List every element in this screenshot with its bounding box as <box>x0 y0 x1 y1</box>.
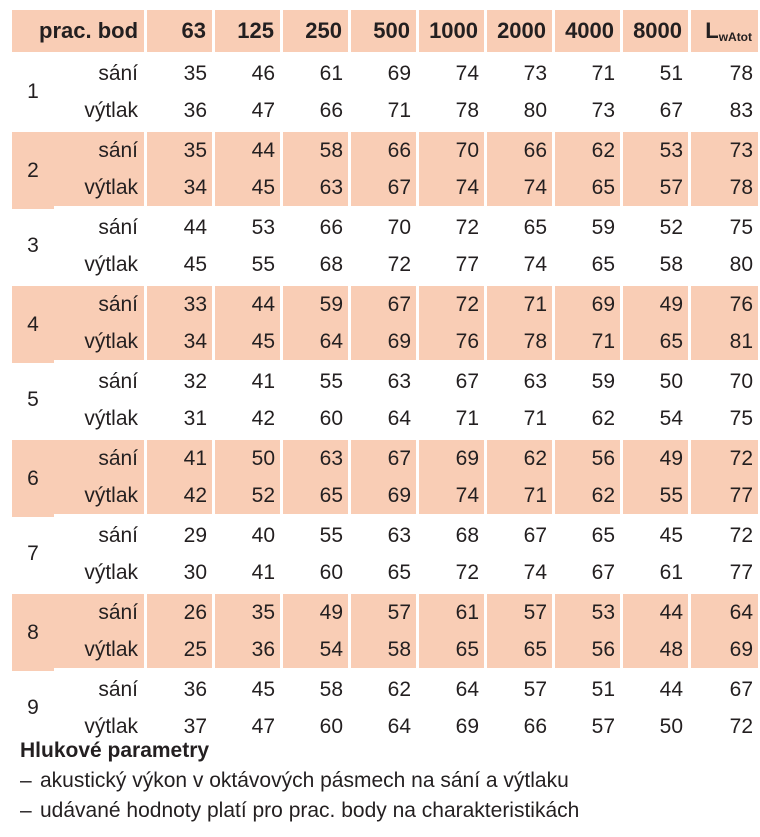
band-value-cell: 45 <box>215 671 283 708</box>
table-row <box>12 92 758 129</box>
header-band-1000: 1000 <box>419 10 487 52</box>
band-value-cell: 35 <box>215 591 283 631</box>
row-label-intake: sání <box>54 209 147 246</box>
band-value-cell: 63 <box>351 517 419 554</box>
band-value-cell: 71 <box>487 283 555 323</box>
row-label-intake: sání <box>54 437 147 477</box>
note-text: udávané hodnoty platí pro prac. body na charakteristikách <box>40 799 580 822</box>
band-value-cell: 47 <box>215 708 283 745</box>
band-value-cell: 54 <box>283 631 351 671</box>
band-value-cell: 73 <box>555 92 623 129</box>
band-value-cell: 63 <box>283 437 351 477</box>
band-value-cell: 36 <box>215 631 283 671</box>
total-value-cell: 73 <box>691 129 758 169</box>
band-value-cell: 74 <box>419 477 487 517</box>
band-value-cell: 66 <box>283 92 351 129</box>
band-value-cell: 26 <box>147 591 215 631</box>
band-value-cell: 59 <box>555 209 623 246</box>
band-value-cell: 46 <box>215 55 283 92</box>
band-value-cell: 66 <box>351 129 419 169</box>
band-value-cell: 62 <box>487 437 555 477</box>
total-value-cell: 75 <box>729 406 754 430</box>
row-label-discharge: výtlak <box>54 92 147 129</box>
band-value-cell: 62 <box>555 129 623 169</box>
band-value-cell: 56 <box>555 437 623 477</box>
row-label-intake: sání <box>54 363 147 400</box>
band-value-cell: 71 <box>351 92 419 129</box>
band-value-cell: 35 <box>147 55 215 92</box>
row-label-discharge: výtlak <box>54 400 147 437</box>
band-value-cell: 69 <box>351 55 419 92</box>
total-value-cell: 83 <box>729 98 754 122</box>
band-value-cell: 64 <box>283 323 351 363</box>
row-label-discharge: výtlak <box>54 323 147 363</box>
total-value-cell: 77 <box>729 560 754 584</box>
band-value-cell: 40 <box>215 517 283 554</box>
band-value-cell: 69 <box>419 708 487 745</box>
table-row <box>12 169 758 209</box>
table-row <box>12 400 758 437</box>
band-value-cell: 44 <box>215 129 283 169</box>
band-value-cell: 69 <box>351 323 419 363</box>
band-value-cell: 36 <box>147 671 215 708</box>
row-label-intake: sání <box>54 517 147 554</box>
total-value-cell: 64 <box>691 591 758 631</box>
band-value-cell: 53 <box>555 591 623 631</box>
band-value-cell: 72 <box>419 283 487 323</box>
work-point-number: 4 <box>12 283 54 363</box>
row-label-intake: sání <box>54 671 147 708</box>
band-value-cell: 67 <box>351 437 419 477</box>
band-value-cell: 74 <box>487 554 555 591</box>
total-value-cell: 78 <box>729 61 754 85</box>
row-label-intake: sání <box>54 283 147 323</box>
band-value-cell: 60 <box>283 708 351 745</box>
noise-parameters-table <box>12 10 758 745</box>
band-value-cell: 63 <box>351 363 419 400</box>
band-value-cell: 50 <box>215 437 283 477</box>
band-value-cell: 50 <box>623 363 691 400</box>
band-value-cell: 57 <box>555 708 623 745</box>
row-label-discharge: výtlak <box>54 477 147 517</box>
band-value-cell: 50 <box>623 708 691 745</box>
row-label-intake: sání <box>54 129 147 169</box>
band-value-cell: 80 <box>487 92 555 129</box>
band-value-cell: 64 <box>419 671 487 708</box>
header-band-500: 500 <box>351 10 419 52</box>
note-dash: – <box>20 799 32 822</box>
band-value-cell: 58 <box>283 671 351 708</box>
table-row <box>12 55 758 92</box>
table-row <box>12 209 758 246</box>
band-value-cell: 42 <box>147 477 215 517</box>
band-value-cell: 67 <box>555 554 623 591</box>
table-row <box>12 283 758 323</box>
band-value-cell: 57 <box>487 671 555 708</box>
band-value-cell: 62 <box>555 400 623 437</box>
band-value-cell: 57 <box>623 169 691 209</box>
band-value-cell: 71 <box>487 400 555 437</box>
total-value-cell: 69 <box>691 631 758 671</box>
band-value-cell: 66 <box>283 209 351 246</box>
band-value-cell: 71 <box>555 323 623 363</box>
work-point-number: 6 <box>12 437 54 517</box>
band-value-cell: 34 <box>147 323 215 363</box>
band-value-cell: 65 <box>283 477 351 517</box>
row-label-intake: sání <box>54 591 147 631</box>
note-dash: – <box>20 769 32 792</box>
band-value-cell: 61 <box>283 55 351 92</box>
band-value-cell: 68 <box>283 246 351 283</box>
band-value-cell: 63 <box>283 169 351 209</box>
band-value-cell: 49 <box>623 437 691 477</box>
band-value-cell: 70 <box>419 129 487 169</box>
band-value-cell: 74 <box>487 169 555 209</box>
table-row <box>12 129 758 169</box>
band-value-cell: 44 <box>623 671 691 708</box>
band-value-cell: 59 <box>283 283 351 323</box>
band-value-cell: 71 <box>555 55 623 92</box>
band-value-cell: 35 <box>147 129 215 169</box>
table-row <box>12 246 758 283</box>
band-value-cell: 58 <box>283 129 351 169</box>
total-value-cell: 75 <box>729 215 754 239</box>
band-value-cell: 72 <box>351 246 419 283</box>
band-value-cell: 34 <box>147 169 215 209</box>
work-point-number: 8 <box>12 591 54 671</box>
band-value-cell: 65 <box>487 631 555 671</box>
work-point-number: 3 <box>27 234 39 257</box>
note-text: akustický výkon v oktávových pásmech na sání a výtlaku <box>40 769 569 792</box>
work-point-number: 9 <box>27 696 39 719</box>
band-value-cell: 74 <box>419 55 487 92</box>
band-value-cell: 30 <box>147 554 215 591</box>
band-value-cell: 62 <box>351 671 419 708</box>
band-value-cell: 65 <box>351 554 419 591</box>
band-value-cell: 61 <box>419 591 487 631</box>
total-value-cell: 67 <box>729 677 754 701</box>
band-value-cell: 44 <box>147 209 215 246</box>
total-value-cell: 72 <box>729 523 754 547</box>
band-value-cell: 74 <box>487 246 555 283</box>
band-value-cell: 44 <box>623 591 691 631</box>
band-value-cell: 51 <box>555 671 623 708</box>
band-value-cell: 44 <box>215 283 283 323</box>
table-row <box>12 323 758 363</box>
work-point-number: 2 <box>12 129 54 209</box>
header-band-4000: 4000 <box>555 10 623 52</box>
header-band-125: 125 <box>215 10 283 52</box>
band-value-cell: 41 <box>215 363 283 400</box>
row-label-discharge: výtlak <box>54 246 147 283</box>
band-value-cell: 58 <box>623 246 691 283</box>
band-value-cell: 65 <box>555 246 623 283</box>
table-row <box>12 437 758 477</box>
band-value-cell: 42 <box>215 400 283 437</box>
band-value-cell: 45 <box>623 517 691 554</box>
band-value-cell: 67 <box>351 169 419 209</box>
band-value-cell: 67 <box>351 283 419 323</box>
work-point-number: 5 <box>27 388 39 411</box>
header-total-sub: wAtot <box>718 30 753 44</box>
band-value-cell: 73 <box>487 55 555 92</box>
row-label-discharge: výtlak <box>54 708 147 745</box>
band-value-cell: 60 <box>283 400 351 437</box>
band-value-cell: 41 <box>215 554 283 591</box>
band-value-cell: 31 <box>147 400 215 437</box>
band-value-cell: 25 <box>147 631 215 671</box>
band-value-cell: 72 <box>419 554 487 591</box>
band-value-cell: 47 <box>215 92 283 129</box>
band-value-cell: 53 <box>623 129 691 169</box>
row-label-discharge: výtlak <box>54 554 147 591</box>
header-band-8000: 8000 <box>623 10 691 52</box>
note-line <box>20 796 750 826</box>
band-value-cell: 59 <box>555 363 623 400</box>
band-value-cell: 49 <box>283 591 351 631</box>
band-value-cell: 37 <box>147 708 215 745</box>
row-label-discharge: výtlak <box>54 169 147 209</box>
band-value-cell: 74 <box>419 169 487 209</box>
total-value-cell: 81 <box>691 323 758 363</box>
band-value-cell: 55 <box>215 246 283 283</box>
band-value-cell: 60 <box>283 554 351 591</box>
band-value-cell: 57 <box>487 591 555 631</box>
band-value-cell: 45 <box>215 169 283 209</box>
band-value-cell: 69 <box>419 437 487 477</box>
band-value-cell: 67 <box>487 517 555 554</box>
header-point-label: prac. bod <box>12 10 147 52</box>
notes-section <box>20 736 750 826</box>
band-value-cell: 52 <box>215 477 283 517</box>
band-value-cell: 65 <box>623 323 691 363</box>
total-value-cell: 72 <box>691 437 758 477</box>
band-value-cell: 63 <box>487 363 555 400</box>
table-body <box>12 55 758 745</box>
band-value-cell: 67 <box>419 363 487 400</box>
header-band-250: 250 <box>283 10 351 52</box>
row-label-discharge: výtlak <box>54 631 147 671</box>
band-value-cell: 51 <box>623 55 691 92</box>
band-value-cell: 45 <box>147 246 215 283</box>
table-row <box>12 671 758 708</box>
band-value-cell: 33 <box>147 283 215 323</box>
table-row <box>12 363 758 400</box>
band-value-cell: 78 <box>487 323 555 363</box>
row-label-intake: sání <box>54 55 147 92</box>
band-value-cell: 78 <box>419 92 487 129</box>
band-value-cell: 68 <box>419 517 487 554</box>
band-value-cell: 77 <box>419 246 487 283</box>
table-row <box>12 554 758 591</box>
band-value-cell: 65 <box>419 631 487 671</box>
total-value-cell: 77 <box>691 477 758 517</box>
notes-title: Hlukové parametry <box>20 739 210 762</box>
band-value-cell: 65 <box>555 169 623 209</box>
band-value-cell: 56 <box>555 631 623 671</box>
table-row <box>12 517 758 554</box>
band-value-cell: 66 <box>487 129 555 169</box>
table-row <box>12 591 758 631</box>
work-point-number: 7 <box>27 542 39 565</box>
band-value-cell: 70 <box>351 209 419 246</box>
note-line <box>20 766 750 796</box>
band-value-cell: 65 <box>487 209 555 246</box>
band-value-cell: 41 <box>147 437 215 477</box>
band-value-cell: 66 <box>487 708 555 745</box>
header-band-2000: 2000 <box>487 10 555 52</box>
header-band-63: 63 <box>147 10 215 52</box>
band-value-cell: 55 <box>283 517 351 554</box>
band-value-cell: 32 <box>147 363 215 400</box>
table-row <box>12 477 758 517</box>
band-value-cell: 62 <box>555 477 623 517</box>
band-value-cell: 57 <box>351 591 419 631</box>
band-value-cell: 65 <box>555 517 623 554</box>
total-value-cell: 70 <box>729 369 754 393</box>
header-total-lwatot <box>691 10 758 52</box>
band-value-cell: 58 <box>351 631 419 671</box>
work-point-number: 1 <box>27 80 39 103</box>
band-value-cell: 71 <box>487 477 555 517</box>
band-value-cell: 29 <box>147 517 215 554</box>
band-value-cell: 52 <box>623 209 691 246</box>
band-value-cell: 67 <box>623 92 691 129</box>
band-value-cell: 36 <box>147 92 215 129</box>
band-value-cell: 45 <box>215 323 283 363</box>
header-total-main: L <box>705 18 719 43</box>
total-value-cell: 78 <box>691 169 758 209</box>
band-value-cell: 69 <box>351 477 419 517</box>
band-value-cell: 53 <box>215 209 283 246</box>
band-value-cell: 76 <box>419 323 487 363</box>
band-value-cell: 55 <box>623 477 691 517</box>
band-value-cell: 55 <box>283 363 351 400</box>
total-value-cell: 76 <box>691 283 758 323</box>
band-value-cell: 54 <box>623 400 691 437</box>
band-value-cell: 69 <box>555 283 623 323</box>
band-value-cell: 64 <box>351 708 419 745</box>
band-value-cell: 71 <box>419 400 487 437</box>
header-row <box>12 10 758 52</box>
total-value-cell: 80 <box>729 252 754 276</box>
band-value-cell: 49 <box>623 283 691 323</box>
band-value-cell: 61 <box>623 554 691 591</box>
band-value-cell: 72 <box>419 209 487 246</box>
band-value-cell: 64 <box>351 400 419 437</box>
band-value-cell: 48 <box>623 631 691 671</box>
table-row <box>12 631 758 671</box>
total-value-cell: 72 <box>729 714 754 738</box>
